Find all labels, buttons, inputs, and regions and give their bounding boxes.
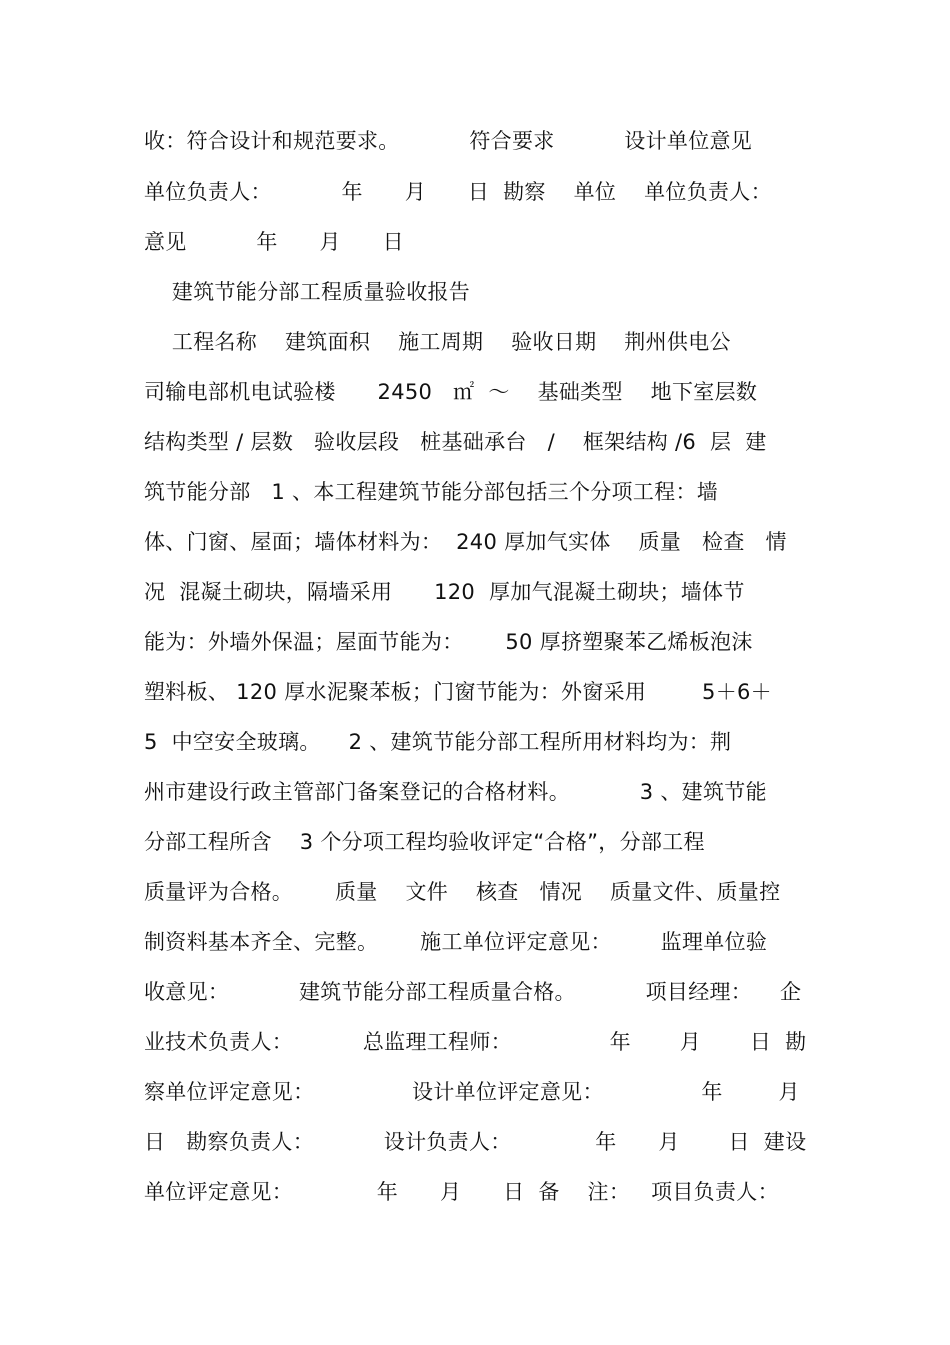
text-line: 质量评为合格。 质量 文件 核查 情况 质量文件、质量控 — [144, 880, 781, 904]
text-line: 收：符合设计和规范要求。 符合要求 设计单位意见 — [144, 129, 753, 153]
text-line: 体、门窗、屋面；墙体材料为： 240 厚加气实体 质量 检查 情 — [144, 530, 787, 554]
text-line: 意见 年 月 日 — [144, 230, 404, 254]
text-line: 业技术负责人： 总监理工程师： 年 月 日 勘 — [144, 1030, 807, 1054]
text-line: 司输电部机电试验楼 2450 ㎡ ～ 基础类型 地下室层数 — [144, 380, 758, 404]
text-line: 收意见： 建筑节能分部工程质量合格。 项目经理： 企 — [144, 980, 802, 1004]
text-line: 结构类型 / 层数 验收层段 桩基础承台 / 框架结构 /6 层 建 — [144, 430, 767, 454]
text-line: 察单位评定意见： 设计单位评定意见： 年 月 — [144, 1080, 800, 1104]
text-line: 单位评定意见： 年 月 日 备 注： 项目负责人： — [144, 1180, 779, 1204]
text-line: 况 混凝土砌块，隔墙采用 120 厚加气混凝土砌块；墙体节 — [144, 580, 745, 604]
text-line: 能为：外墙外保温；屋面节能为： 50 厚挤塑聚苯乙烯板泡沫 — [144, 630, 753, 654]
text-line: 日 勘察负责人： 设计负责人： 年 月 日 建设 — [144, 1130, 807, 1154]
text-line: 单位负责人： 年 月 日 勘察 单位 单位负责人： — [144, 180, 772, 204]
text-line: 制资料基本齐全、完整。 施工单位评定意见： 监理单位验 — [144, 930, 768, 954]
text-line: 塑料板、 120 厚水泥聚苯板；门窗节能为：外窗采用 5＋6＋ — [144, 680, 772, 704]
text-line: 分部工程所含 3 个分项工程均验收评定“合格”，分部工程 — [144, 830, 705, 854]
report-title: 建筑节能分部工程质量验收报告 — [144, 280, 471, 304]
text-line: 5 中空安全玻璃。 2 、建筑节能分部工程所用材料均为：荆 — [144, 730, 732, 754]
text-line: 州市建设行政主管部门备案登记的合格材料。 3 、建筑节能 — [144, 780, 767, 804]
text-line: 筑节能分部 1 、本工程建筑节能分部包括三个分项工程：墙 — [144, 480, 719, 504]
text-line: 工程名称 建筑面积 施工周期 验收日期 荆州供电公 — [144, 330, 731, 354]
